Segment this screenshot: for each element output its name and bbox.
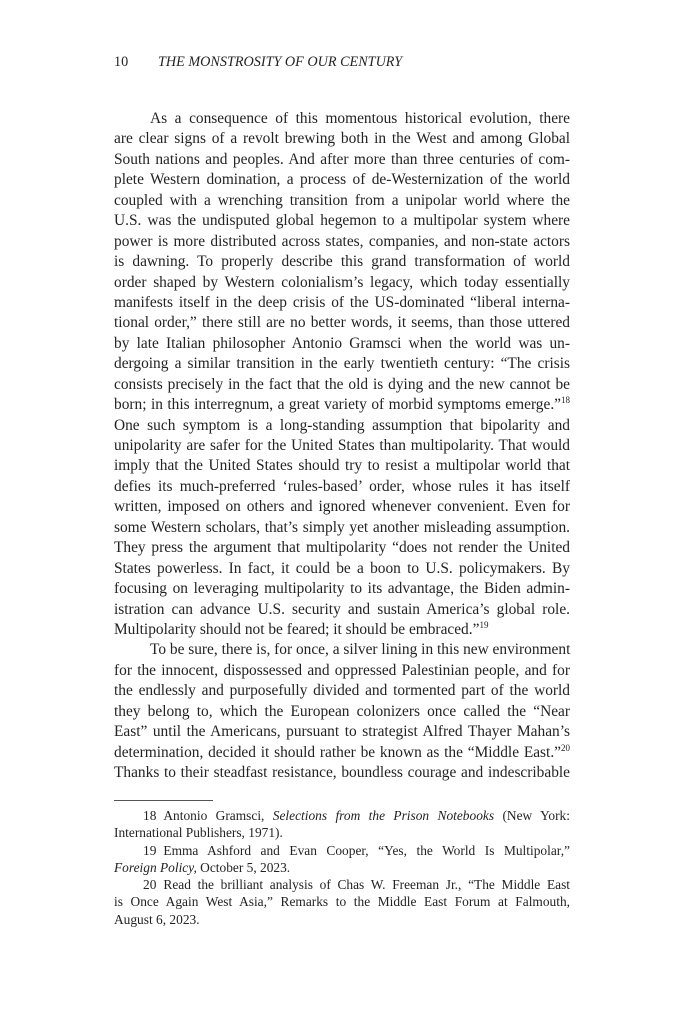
text-line: are clear signs of a revolt brewing both in the West and among Global	[114, 130, 570, 148]
text-line-content: born; in this interregnum, a great variety of morbid symptoms emerge.”	[114, 396, 561, 414]
text-line	[114, 620, 570, 640]
text-line: As a consequence of this momentous historical evolution, there	[150, 110, 570, 127]
paragraph	[114, 109, 570, 640]
text-line: consists precisely in the fact that the old is dying and the new cannot be	[114, 375, 570, 393]
footnote-text: Emma Ashford and Evan Cooper, “Yes, the World Is Multipolar,”	[163, 842, 570, 858]
footnote-line	[114, 807, 570, 824]
text-line: written, imposed on others and ignored whenever convenient. Even for	[114, 498, 570, 516]
text-line-content: determination, decided it should rather be known as the “Middle East.”	[114, 743, 561, 761]
text-line: tional order,” there still are no better words, it seems, than those uttered	[114, 314, 570, 332]
text-line: some Western scholars, that’s simply yet another misleading assumption.	[114, 518, 570, 536]
body-text	[114, 109, 570, 783]
text-line: dergoing a similar transition in the early twentieth century: “The crisis	[114, 355, 570, 373]
footnote-19	[114, 842, 570, 877]
footnote-line: August 6, 2023.	[114, 911, 200, 927]
text-line	[114, 395, 570, 415]
text-line: coupled with a wrenching transition from a unipolar world where the	[114, 191, 570, 209]
text-line: South nations and peoples. And after more than three centuries of com-	[114, 150, 570, 168]
page-number: 10	[114, 54, 129, 70]
running-title: THE MONSTROSITY OF OUR CENTURY	[158, 54, 403, 70]
footnote-line	[114, 876, 570, 893]
footnote-number: 18	[143, 808, 157, 823]
footnote-divider	[114, 800, 213, 801]
text-line: States powerless. In fact, it could be a boon to U.S. policymakers. By	[114, 559, 570, 577]
footnote-18	[114, 807, 570, 842]
text-line: order shaped by Western colonialism’s legacy, which today essentially	[114, 273, 570, 291]
text-line: defies its much-preferred ‘rules-based’ order, whose rules it has itself	[114, 477, 570, 495]
text-line: they belong to, which the European colonizers once called the “Near	[114, 702, 570, 720]
book-title: Selections from the Prison Notebooks	[272, 808, 495, 823]
text-line: is dawning. To properly describe this grand transformation of world	[114, 253, 570, 271]
text-line: One such symptom is a long-standing assumption that bipolarity and	[114, 416, 570, 434]
text-line: unipolarity are safer for the United States than multipolarity. That would	[114, 437, 570, 454]
running-head	[114, 52, 570, 72]
footnote-line	[114, 859, 570, 876]
text-line: for the innocent, dispossessed and oppressed Palestinian people, and for	[114, 661, 570, 679]
text-line: East” until the Americans, pursuant to strategist Alfred Thayer Mahan’s	[114, 723, 570, 741]
text-line: by late Italian philosopher Antonio Gramsci when the world was un-	[114, 334, 570, 352]
text-line: power is more distributed across states, companies, and non-state actors	[114, 232, 570, 250]
footnote-line: is Once Again West Asia,” Remarks to the Middle East Forum at Falmouth,	[114, 894, 570, 910]
footnote-line	[114, 842, 570, 859]
text-line	[114, 743, 570, 763]
text-line: istration can advance U.S. security and sustain America’s global role.	[114, 600, 570, 618]
footnote-number: 20	[143, 877, 157, 893]
footnote-ref-20[interactable]: 20	[561, 742, 570, 753]
footnote-text: Read the brilliant analysis of Chas W. Freeman Jr., “The Middle East	[163, 877, 570, 893]
paragraph	[114, 640, 570, 783]
text-line: U.S. was the undisputed global hegemon to a multipolar system where	[114, 212, 570, 230]
footnote-20	[114, 876, 570, 928]
text-line: the endlessly and purposefully divided and tormented part of the world	[114, 682, 570, 700]
footnote-ref-19[interactable]: 19	[479, 619, 489, 630]
text-line: To be sure, there is, for once, a silver lining in this new environment	[150, 641, 571, 659]
text-line: imply that the United States should try to resist a multipolar world that	[114, 457, 570, 475]
footnotes	[114, 807, 570, 928]
footnote-ref-18[interactable]: 18	[561, 395, 570, 406]
text-line: They press the argument that multipolarity “does not render the United	[114, 539, 570, 557]
publication-title: Foreign Policy,	[114, 859, 197, 875]
text-line-content: Multipolarity should not be feared; it should be embraced.”	[114, 620, 480, 638]
footnote-line: International Publishers, 1971).	[114, 825, 283, 841]
footnote-number: 19	[143, 842, 157, 858]
footnote-text: October 5, 2023.	[196, 859, 291, 875]
text-line: manifests itself in the deep crisis of the US-dominated “liberal interna-	[114, 293, 570, 311]
text-line: Thanks to their steadfast resistance, boundless courage and indescribable	[114, 764, 570, 781]
footnote-text: (New York:	[494, 808, 570, 823]
text-line: plete Western domination, a process of de-Westernization of the world	[114, 171, 570, 189]
footnote-text: Antonio Gramsci,	[163, 808, 273, 823]
text-line: focusing on leveraging multipolarity to its advantage, the Biden admin-	[114, 580, 570, 598]
